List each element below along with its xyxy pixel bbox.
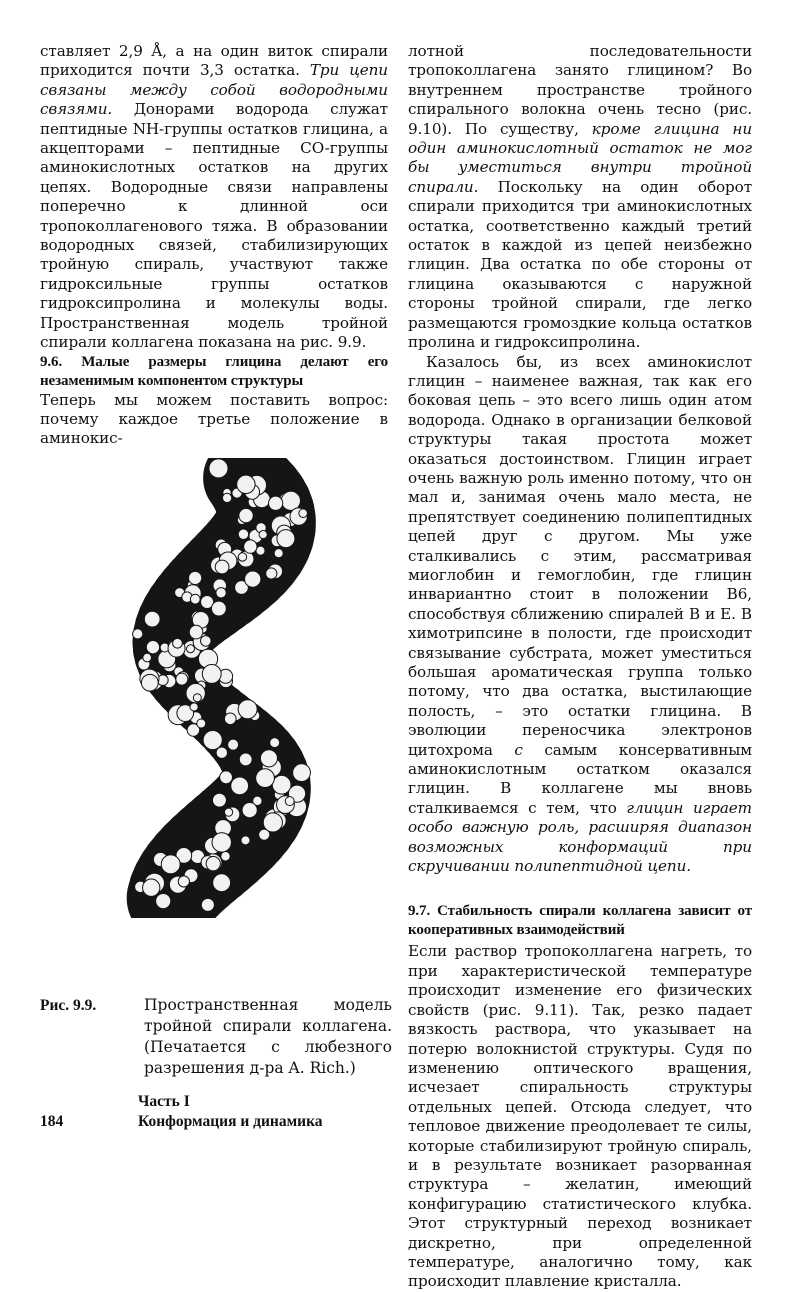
left-paragraph-1: ставляет 2,9 Å, а на один виток спирали приходится почти 3,3 остатка. Три цепи связаны между собой водородными связями. Донорами водорода служат пептидные NH-группы остатков глицина, а акцепторами – пептидные CO-группы аминокислотных остатков на других цепях. Водородные связи направлены поперечно к длинной оси тропоколлагенового тяжа. В образовании водородных связей, стабилизирующих тройную спираль, участвуют также гидроксильные группы остатков гидроксипролина и молекулы воды. Пространственная модель тройной спирали коллагена показана на рис. 9.9. xyxy=(40,42,388,352)
atom-sphere xyxy=(173,638,183,648)
atom-sphere xyxy=(238,553,246,561)
atom-sphere xyxy=(270,738,280,748)
right-paragraph-2: Казалось бы, из всех аминокислот глицин – наименее важная, так как его боковая цепь – это всего лишь один атом водорода. Однако в организации белковой структуры такая простота может оказаться достоинством. Глицин играет очень важную роль именно потому, что он мал и, занимая очень мало места, не препятствует соединению полипептидных цепей друг с другом. Мы уже сталкивались с этим, рассматривая миоглобин и гемоглобин, где глицин инвариантно стоит в положении B6, способствуя сближению спиралей B и E. В химотрипсине в полости, где происходит связывание субстрата, может уместиться большая ароматическая группа только потому, что два остатка, выстилающие полость, – это остатки глицина. В эволюции переносчика электронов цитохрома c самым консервативным аминокислотным остатком оказался глицин. В коллагене мы вновь сталкиваемся с тем, что глицин играет особо важную роль, расширяя диапазон возможных конформаций при скручивании полипептидной цепи. xyxy=(408,352,752,876)
atom-sphere xyxy=(238,700,257,719)
atom-sphere xyxy=(189,571,202,584)
atom-sphere xyxy=(216,588,226,598)
right-italic-emphasis-2: глицин играет особо важную роль, расширяя диапазон возможных конформаций при скручивании полипептидной цепи. xyxy=(408,798,752,876)
page-number: 184 xyxy=(40,1113,64,1130)
right-italic-emphasis-1: кроме глицина ни один аминокислотный остаток не мог бы уместиться внутри тройной спирали. xyxy=(408,119,752,196)
atom-sphere xyxy=(215,560,229,574)
atom-sphere xyxy=(156,893,171,908)
atom-sphere xyxy=(202,664,221,683)
atom-sphere xyxy=(224,808,232,816)
atom-sphere xyxy=(189,625,203,639)
atom-sphere xyxy=(237,475,255,493)
atom-sphere xyxy=(187,645,195,653)
atom-sphere xyxy=(272,775,291,794)
right-paragraph-3: Если раствор тропоколлагена нагреть, то при характеристической температуре происходит изменение его физических свойств (рис. 9.11). Так, резко падает вязкость раствора, что указывает на потерю волокнистой структуры. Судя по изменению оптического вращения, исчезает спиральность структуры отдельных цепей. Отсюда следует, что тепловое движение преодолевает те силы, которые стабилизируют тройную спираль, и в результате возникает разорванная структура – желатин, имеющий конфигурацию статистического клубка. Этот структурный переход возникает дискретно, при определенной температуре, аналогично тому, как происходит плавление кристалла. xyxy=(408,942,752,1291)
atom-sphere xyxy=(176,673,188,685)
left-italic-emphasis: Три цепи связаны между собой водородными связями. xyxy=(40,61,388,119)
atom-sphere xyxy=(274,549,283,558)
part-title: Конформация и динамика xyxy=(138,1113,323,1130)
atom-sphere xyxy=(259,530,267,538)
atom-sphere xyxy=(224,713,236,725)
atom-sphere xyxy=(220,771,233,784)
atom-sphere xyxy=(190,703,198,711)
atom-sphere xyxy=(222,493,231,502)
atom-sphere xyxy=(277,530,295,548)
atom-sphere xyxy=(146,641,159,654)
atom-sphere xyxy=(238,529,248,539)
atom-sphere xyxy=(228,739,239,750)
atom-sphere xyxy=(203,731,222,750)
atom-sphere xyxy=(143,653,152,662)
atom-sphere xyxy=(269,496,283,510)
atom-sphere xyxy=(285,797,294,806)
atom-sphere xyxy=(216,747,227,758)
right-paragraph-1: лотной последовательности тропоколлагена занято глицином? Во внутреннем пространстве тройного спирального волокна очень тесно (рис. 9.10). По существу, кроме глицина ни один аминокислотный остаток не мог бы уместиться внутри тройной спирали. Поскольку на один оборот спирали приходится три аминокислотных остатка, соответственно каждый третий остаток в каждой из цепей неизбежно глицин. Два остатка по обе стороны от глицина оказываются с наружной стороны тройной спирали, где легко размещаются громоздкие кольца остатков пролина и гидроксипролина. xyxy=(408,42,752,352)
right-column xyxy=(408,42,752,1292)
atom-sphere xyxy=(260,750,277,767)
collagen-model-figure xyxy=(100,458,340,918)
atom-sphere xyxy=(244,540,257,553)
atom-sphere xyxy=(242,802,257,817)
atom-sphere xyxy=(178,876,189,887)
caption-text: Пространственная модель тройной спирали коллагена. (Печатается с любезного разрешения д-ра A. Rich.) xyxy=(144,996,392,1077)
atom-sphere xyxy=(213,874,231,892)
atom-sphere xyxy=(221,852,230,861)
atom-sphere xyxy=(212,793,226,807)
atom-sphere xyxy=(209,459,228,478)
atom-sphere xyxy=(239,508,253,522)
caption-label: Рис. 9.9. xyxy=(40,997,97,1014)
atom-sphere xyxy=(263,813,282,832)
atom-sphere xyxy=(212,833,231,852)
section-heading-9-6: 9.6. Малые размеры глицина делают его незаменимым компонентом структуры xyxy=(40,353,388,389)
atom-sphere xyxy=(266,568,277,579)
atom-sphere xyxy=(201,636,212,647)
atom-sphere xyxy=(293,764,311,782)
atom-sphere xyxy=(143,879,160,896)
atom-sphere xyxy=(239,753,252,766)
atom-sphere xyxy=(161,855,180,874)
atom-sphere xyxy=(299,509,308,518)
part-label: Часть I xyxy=(138,1093,190,1110)
atom-sphere xyxy=(197,719,206,728)
left-column xyxy=(40,42,388,449)
atom-sphere xyxy=(206,857,220,871)
atom-sphere xyxy=(256,769,275,788)
atom-sphere xyxy=(201,898,214,911)
atom-sphere xyxy=(231,777,249,795)
atom-sphere xyxy=(211,601,226,616)
atom-sphere xyxy=(190,594,200,604)
atom-sphere xyxy=(241,836,250,845)
atom-sphere xyxy=(193,694,201,702)
atom-sphere xyxy=(141,674,158,691)
section-heading-9-7: 9.7. Стабильность спирали коллагена зависит от кооперативных взаимодействий xyxy=(408,903,752,939)
left-paragraph-2: Теперь мы можем поставить вопрос: почему каждое третье положение в аминокис- xyxy=(40,390,388,448)
atom-sphere xyxy=(144,611,160,627)
atom-sphere xyxy=(245,571,261,587)
atom-sphere xyxy=(133,629,143,639)
